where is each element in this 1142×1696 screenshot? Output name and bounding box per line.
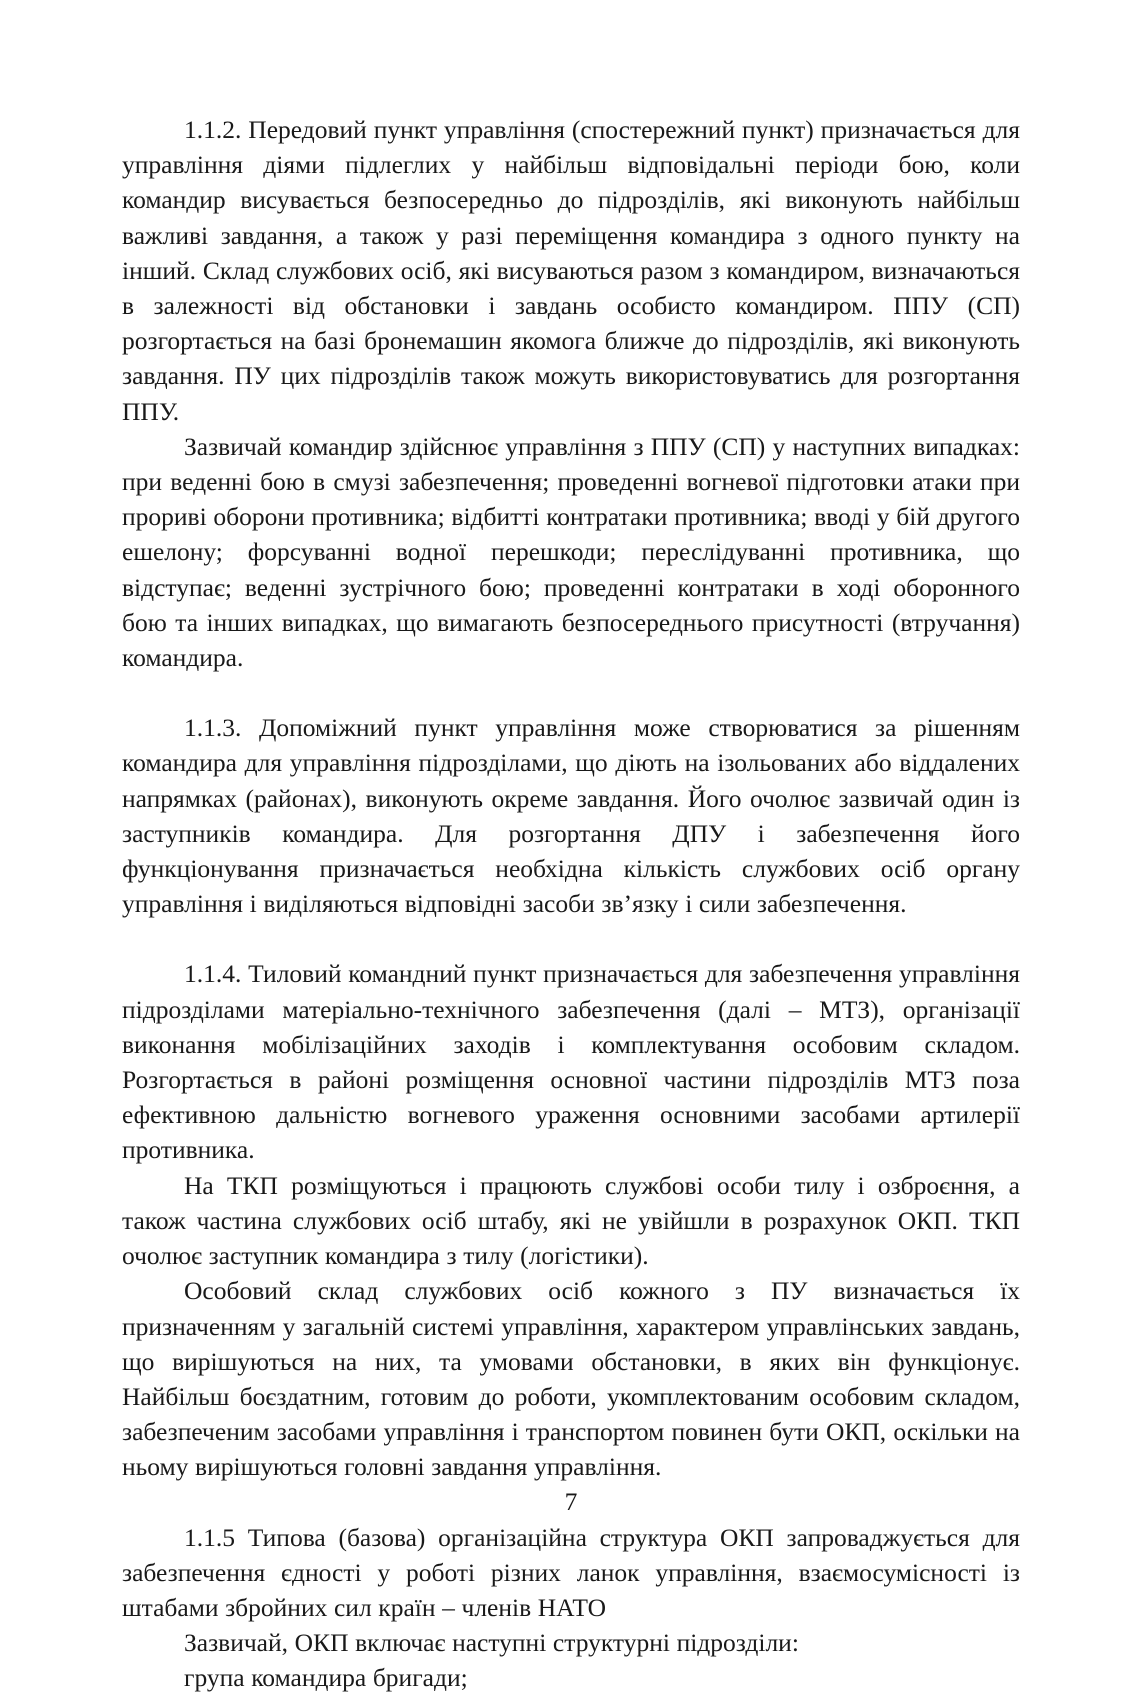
paragraph: 1.1.4. Тиловий командний пункт призначається для забезпечення управління підрозділами матеріально-технічного забезпечення (далі – МТЗ), організації виконання мобілізаційних заходів і комплектування особовим складом. Розгортається в районі розміщення основної частини підрозділів МТЗ поза ефективною дальністю вогневого ураження основними засобами артилерії противника. <box>122 959 1020 1165</box>
paragraph: Особовий склад службових осіб кожного з ПУ визначається їх призначенням у загальній системі управління, характером управлінських завдань, що вирішуються на них, та умовами обстановки, в яких він функціонує. Найбільш боєздатним, готовим до роботи, укомплектованим особовим складом, забезпеченим засобами управління і транспортом повинен бути ОКП, оскільки на ньому вирішуються головні завдання управління. <box>122 1276 1020 1482</box>
page-number: 7 <box>564 1487 578 1516</box>
paragraph: 1.1.3. Допоміжний пункт управління може створюватися за рішенням командира для управління підрозділами, що діють на ізольованих або віддалених напрямках (районах), виконують окреме завдання. Його очолює зазвичай один із заступників командира. Для розгортання ДПУ і забезпечення його функціонування призначається необхідна кількість службових осіб органу управління і виділяються відповідні засоби зв’язку і сили забезпечення. <box>122 713 1020 919</box>
section-block-1-1-3 <box>122 710 1020 921</box>
document-body <box>122 112 1020 1696</box>
paragraph: 1.1.5 Типова (базова) організаційна структура ОКП запроваджується для забезпечення єдності у роботі різних ланок управління, взаємосумісності із штабами збройних сил країн – членів НАТО <box>122 1522 1020 1622</box>
paragraph-spacer <box>122 921 1020 956</box>
paragraph: На ТКП розміщуються і працюють службові особи тилу і озброєння, а також частина службових осіб штабу, які не увійшли в розрахунок ОКП. ТКП очолює заступник командира з тилу (логістики). <box>122 1170 1020 1271</box>
paragraph: 1.1.2. Передовий пункт управління (спостережний пункт) призначається для управління діями підлеглих у найбільш відповідальні періоди бою, коли командир висувається безпосередньо до підрозділів, які виконують найбільш важливі завдання, а також у разі переміщення командира з одного пункту на інший. Склад службових осіб, які висуваються разом з командиром, визначаються в залежності від обстановки і завдань особисто командиром. ППУ (СП) розгортається на базі бронемашин якомога ближче до підрозділів, які виконують завдання. ПУ цих підрозділів також можуть використовуватись для розгортання ППУ. <box>122 115 1020 426</box>
section-block-1-1-4 <box>122 956 1020 1484</box>
paragraph: Зазвичай командир здійснює управління з ППУ (СП) у наступних випадках: при веденні бою в смузі забезпечення; проведенні вогневої підготовки атаки при прориві оборони противника; відбитті контратаки противника; вводі у бій другого ешелону; форсуванні водної перешкоди; переслідуванні противника, що відступає; веденні зустрічного бою; проведенні контратаки в ході оборонного бою та інших випадках, що вимагають безпосереднього присутності (втручання) командира. <box>122 431 1020 673</box>
section-block-1-1-5 <box>122 1520 1020 1696</box>
paragraph: Зазвичай, ОКП включає наступні структурні підрозділи: <box>184 1628 799 1658</box>
section-block-1-1-2 <box>122 112 1020 675</box>
list-item: група командира бригади; <box>184 1663 468 1693</box>
paragraph-spacer <box>122 675 1020 710</box>
